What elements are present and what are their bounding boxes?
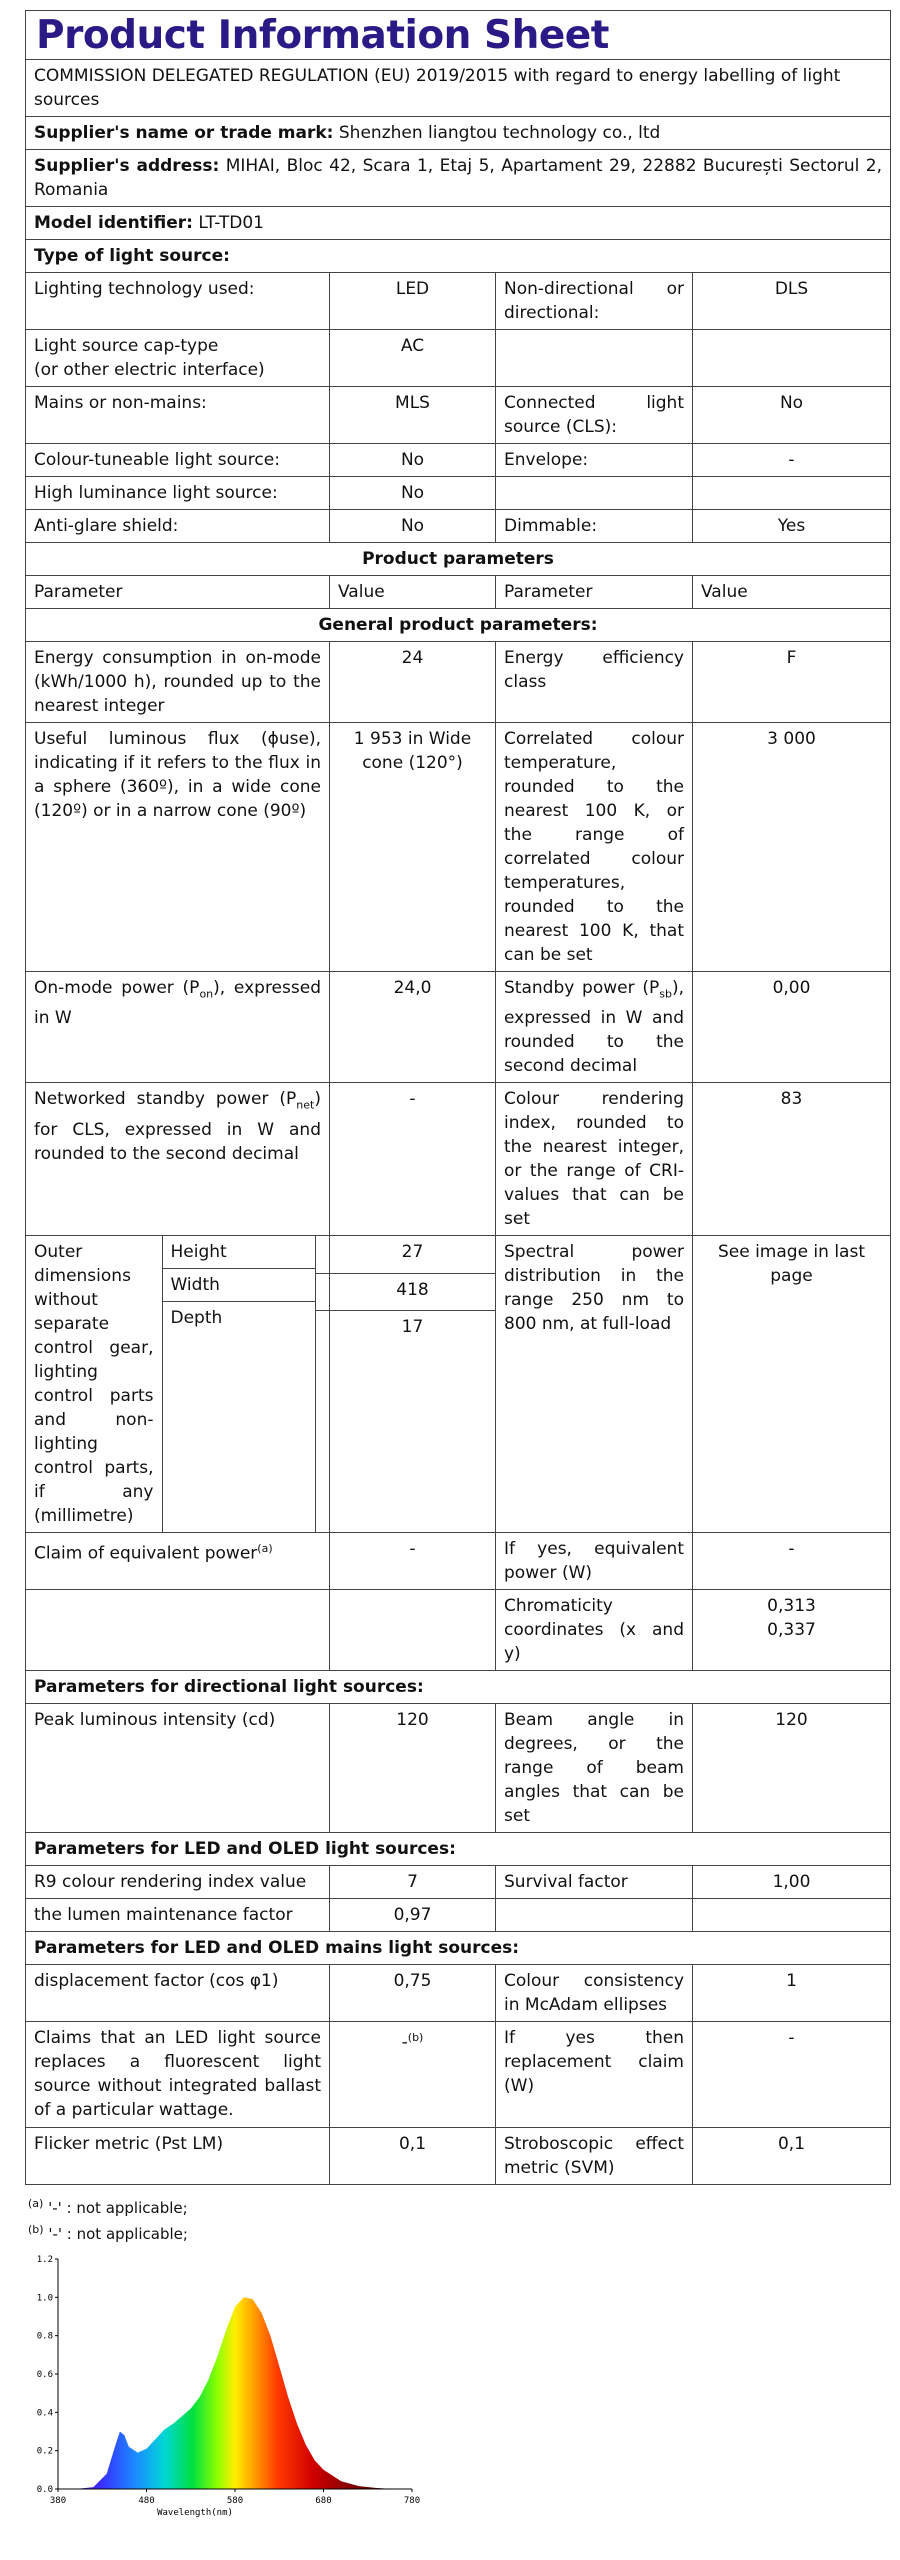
param-label: [496, 1899, 693, 1932]
param-value: -: [693, 1533, 891, 1590]
param-label: Useful luminous flux (ɸuse), indicating if it refers to the flux in a sphere (360º), in a wide cone (120º) or in a narrow cone (90º): [26, 723, 330, 972]
model-row: [26, 207, 891, 240]
type-param-2: Non-directional or directional:: [496, 273, 693, 330]
param-row: [26, 2022, 891, 2128]
param-label: If yes then replacement claim (W): [496, 2022, 693, 2128]
spacer: [316, 1273, 330, 1310]
param-value: 83: [693, 1083, 891, 1236]
type-value-2: Yes: [693, 510, 891, 543]
type-row: [26, 444, 891, 477]
param-label: R9 colour rendering index value: [26, 1866, 330, 1899]
led-header: Parameters for LED and OLED light sources:: [26, 1833, 891, 1866]
param-row: [26, 1083, 891, 1236]
column-header: Parameter: [496, 576, 693, 609]
param-label: Flicker metric (Pst LM): [26, 2128, 330, 2185]
y-tick-label: 0.4: [36, 2408, 53, 2419]
spacer: [316, 1310, 330, 1533]
column-header-row: [26, 576, 891, 609]
type-value-2: [693, 477, 891, 510]
param-value: [693, 1590, 891, 1671]
param-value: 24,0: [330, 972, 496, 1083]
param-row: [26, 1533, 891, 1590]
text-part: Claim of equivalent power: [34, 1544, 258, 1565]
param-label: [496, 972, 693, 1083]
chromaticity-y: 0,337: [767, 1620, 816, 1641]
empty-cell: [330, 1590, 496, 1671]
type-value: No: [330, 510, 496, 543]
x-tick-label: 580: [226, 2496, 244, 2506]
y-tick-label: 0.2: [36, 2446, 53, 2457]
param-label: Spectral power distribution in the range 250 nm to 800 nm, at full-load: [496, 1236, 693, 1533]
y-tick-label: 1.2: [36, 2255, 53, 2265]
type-value: LED: [330, 273, 496, 330]
param-row: [26, 1704, 891, 1833]
type-row: [26, 330, 891, 387]
param-value: 0,97: [330, 1899, 496, 1932]
type-param-2: Dimmable:: [496, 510, 693, 543]
height-label: Height: [162, 1236, 315, 1269]
text-part: ) for CLS, expressed in W and rounded to the second decimal: [34, 1089, 321, 1164]
supplier-address-row: [26, 150, 891, 207]
column-header: Parameter: [26, 576, 330, 609]
param-value: [330, 2022, 496, 2128]
type-param-line: (or other electric interface): [34, 360, 265, 380]
param-label: the lumen maintenance factor: [26, 1899, 330, 1932]
param-row: [26, 723, 891, 972]
x-tick-label: 480: [138, 2496, 155, 2506]
y-tick-label: 1.0: [36, 2293, 53, 2304]
chromaticity-x: 0,313: [767, 1596, 816, 1617]
type-value: AC: [330, 330, 496, 387]
footnote: [28, 2217, 628, 2243]
param-value: [693, 1899, 891, 1932]
param-label: Correlated colour temperature, rounded to the nearest 100 K, or the range of correlated colour temperatures, rounded to the nearest 100 K, that can be set: [496, 723, 693, 972]
param-label: Colour rendering index, rounded to the nearest integer, or the range of CRI-values that can be set: [496, 1083, 693, 1236]
footnote-text: '-' : not applicable;: [48, 2225, 188, 2243]
dimensions-row: [26, 1236, 891, 1273]
type-param: Mains or non-mains:: [26, 387, 330, 444]
type-row: [26, 273, 891, 330]
param-label: [26, 1083, 330, 1236]
text-part: Standby power (P: [504, 978, 660, 998]
param-value: 0,00: [693, 972, 891, 1083]
spacer: [316, 1236, 330, 1273]
param-label: Claims that an LED light source replaces a fluorescent light source without integrated ballast of a particular wattage.: [26, 2022, 330, 2128]
type-row: [26, 477, 891, 510]
y-tick-label: 0.8: [36, 2331, 53, 2342]
type-value-2: DLS: [693, 273, 891, 330]
param-label: Colour consistency in McAdam ellipses: [496, 1965, 693, 2022]
footnote-mark: (b): [407, 2031, 424, 2045]
text-part: ), expressed in W and rounded to the second decimal: [504, 978, 684, 1077]
type-value: No: [330, 477, 496, 510]
param-value: 120: [693, 1704, 891, 1833]
spectral-distribution-chart: [20, 2249, 420, 2539]
spectrum-area: [58, 2297, 412, 2489]
type-param-2: Envelope:: [496, 444, 693, 477]
type-param: Colour-tuneable light source:: [26, 444, 330, 477]
param-value: 0,1: [693, 2128, 891, 2185]
type-param: Anti-glare shield:: [26, 510, 330, 543]
supplier-name-label: Supplier's name or trade mark:: [34, 123, 334, 143]
supplier-name-value: Shenzhen liangtou technology co., ltd: [338, 123, 661, 143]
x-tick-label: 680: [315, 2496, 332, 2506]
type-value: MLS: [330, 387, 496, 444]
sheet-table: [25, 10, 891, 2185]
column-header: Value: [330, 576, 496, 609]
footnote-mark: (b): [28, 2223, 44, 2236]
dimensions-cell: [26, 1236, 316, 1533]
type-param-2: [496, 477, 693, 510]
width-value: 418: [330, 1273, 496, 1310]
depth-value: 17: [330, 1310, 496, 1533]
subscript: on: [199, 987, 214, 1001]
mains-header: Parameters for LED and OLED mains light sources:: [26, 1932, 891, 1965]
text-part: Networked standby power (P: [34, 1089, 297, 1110]
param-value: 1,00: [693, 1866, 891, 1899]
empty-cell: [26, 1590, 330, 1671]
param-value: 3 000: [693, 723, 891, 972]
type-value: No: [330, 444, 496, 477]
footnote-mark: (a): [28, 2197, 44, 2210]
width-label: Width: [162, 1269, 315, 1302]
y-tick-label: 0.6: [36, 2370, 53, 2380]
x-axis-label: Wavelength(nm): [157, 2508, 233, 2518]
subscript: net: [296, 1098, 315, 1112]
text-part: On-mode power (P: [34, 978, 200, 998]
supplier-name-row: [26, 117, 891, 150]
plot-area: [37, 2255, 420, 2518]
x-tick-label: 780: [403, 2496, 420, 2506]
x-tick-label: 380: [49, 2496, 67, 2506]
param-label: displacement factor (cos φ1): [26, 1965, 330, 2022]
type-param: Lighting technology used:: [26, 273, 330, 330]
param-label: Stroboscopic effect metric (SVM): [496, 2128, 693, 2185]
type-header: Type of light source:: [26, 240, 891, 273]
type-param-2: Connected light source (CLS):: [496, 387, 693, 444]
model-label: Model identifier:: [34, 213, 193, 233]
param-row: [26, 2128, 891, 2185]
product-parameters-header: Product parameters: [26, 543, 891, 576]
param-label: Chromaticity coordinates (x and y): [496, 1590, 693, 1671]
text-part: -: [401, 2033, 408, 2054]
supplier-address-label: Supplier's address:: [34, 156, 220, 176]
type-row: [26, 510, 891, 543]
param-value: See image in last page: [693, 1236, 891, 1533]
param-row: [26, 642, 891, 723]
param-row: [26, 1866, 891, 1899]
supplier-address-value: MIHAI, Bloc 42, Scara 1, Etaj 5, Apartament 29, 22882 București Sectorul 2, Romania: [34, 156, 882, 200]
height-value: 27: [330, 1236, 496, 1273]
param-value: -: [693, 2022, 891, 2128]
param-label: If yes, equivalent power (W): [496, 1533, 693, 1590]
param-value: 24: [330, 642, 496, 723]
param-value: 0,75: [330, 1965, 496, 2022]
footnote-text: '-' : not applicable;: [48, 2199, 188, 2217]
footnote: [28, 2191, 628, 2217]
param-value: 0,1: [330, 2128, 496, 2185]
param-value: F: [693, 642, 891, 723]
subscript: sb: [659, 987, 672, 1001]
y-tick-label: 0.0: [36, 2485, 53, 2495]
param-value: 7: [330, 1866, 496, 1899]
param-row: [26, 1590, 891, 1671]
param-value: 1: [693, 1965, 891, 2022]
param-row: [26, 1899, 891, 1932]
type-param: High luminance light source:: [26, 477, 330, 510]
depth-label: Depth: [170, 1308, 223, 1329]
type-param-line: Light source cap-type: [34, 336, 219, 356]
text-part: ), expressed in W: [34, 978, 321, 1029]
regulation-text: COMMISSION DELEGATED REGULATION (EU) 2019/2015 with regard to energy labelling of light sources: [26, 60, 891, 117]
param-value: -: [330, 1083, 496, 1236]
product-information-sheet: [25, 10, 890, 2185]
param-label: [26, 1533, 330, 1590]
model-value: LT-TD01: [198, 213, 264, 233]
page-title: Product Information Sheet: [36, 13, 609, 58]
param-row: [26, 972, 891, 1083]
param-value: 1 953 in Wide cone (120°): [330, 723, 496, 972]
dimensions-label: Outer dimensions without separate control gear, lighting control parts and non-lighting control parts, if any (millimetre): [26, 1236, 162, 1532]
type-param: [26, 330, 330, 387]
param-label: Energy efficiency class: [496, 642, 693, 723]
type-value-2: No: [693, 387, 891, 444]
param-value: -: [330, 1533, 496, 1590]
type-value-2: -: [693, 444, 891, 477]
footnotes: [28, 2191, 628, 2243]
footnote-mark: (a): [257, 1542, 273, 1556]
param-label: Beam angle in degrees, or the range of beam angles that can be set: [496, 1704, 693, 1833]
type-value-2: [693, 330, 891, 387]
param-label: Peak luminous intensity (cd): [26, 1704, 330, 1833]
param-label: Energy consumption in on-mode (kWh/1000 h), rounded up to the nearest integer: [26, 642, 330, 723]
param-label: Survival factor: [496, 1866, 693, 1899]
param-label: [26, 972, 330, 1083]
type-param-2: [496, 330, 693, 387]
type-row: [26, 387, 891, 444]
param-value: 120: [330, 1704, 496, 1833]
general-parameters-header: General product parameters:: [26, 609, 891, 642]
directional-header: Parameters for directional light sources:: [26, 1671, 891, 1704]
column-header: Value: [693, 576, 891, 609]
param-row: [26, 1965, 891, 2022]
